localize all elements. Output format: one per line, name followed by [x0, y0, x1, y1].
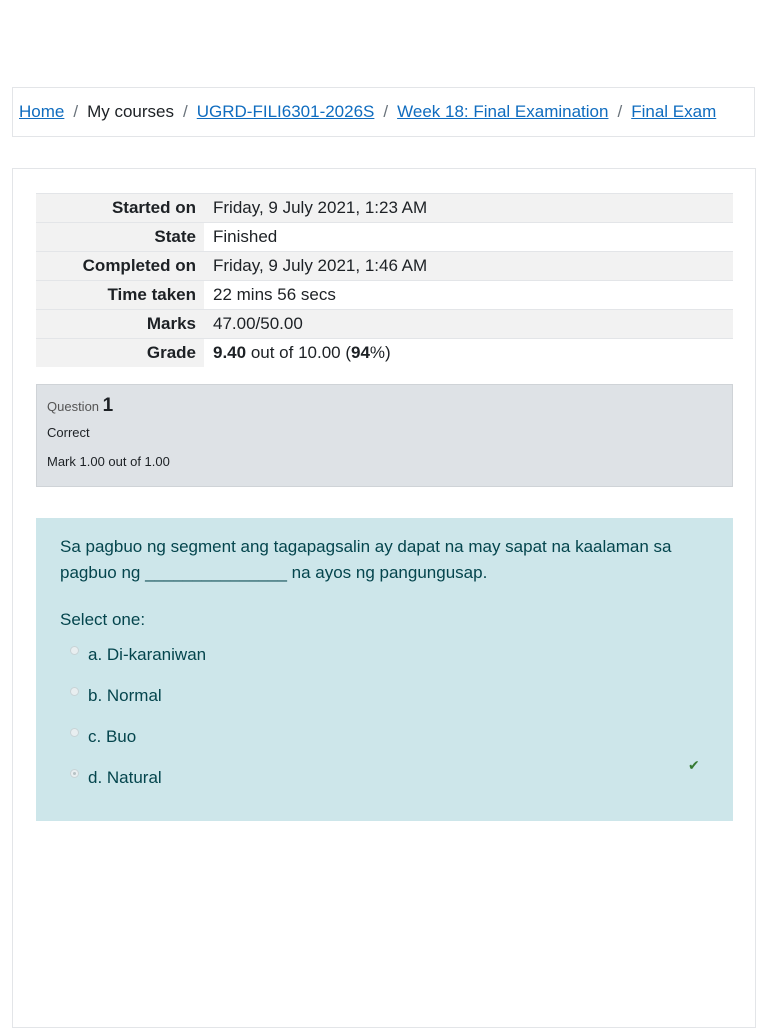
summary-label: Started on [36, 194, 204, 223]
summary-row-grade [36, 339, 733, 368]
question-info-box [36, 384, 733, 487]
select-one-prompt: Select one: [60, 610, 146, 629]
summary-label: Marks [36, 310, 204, 339]
question-number-label: Question [47, 399, 100, 414]
correct-check-icon: ✔ [688, 757, 700, 773]
radio-button-selected[interactable] [70, 769, 79, 778]
breadcrumb [12, 87, 755, 137]
summary-value: Friday, 9 July 2021, 1:23 AM [204, 194, 733, 223]
summary-value: 47.00/50.00 [204, 310, 733, 339]
answer-label: c. Buo [88, 726, 137, 746]
summary-label: Completed on [36, 252, 204, 281]
summary-row-time-taken [36, 281, 733, 310]
breadcrumb-my-courses: My courses [87, 102, 175, 121]
grade-percent: 94 [351, 343, 370, 362]
answer-option-a[interactable] [60, 634, 709, 675]
breadcrumb-week[interactable]: Week 18: Final Examination [397, 102, 609, 121]
grade-value [204, 339, 733, 368]
answer-label: a. Di-karaniwan [88, 644, 207, 664]
grade-score: 9.40 [213, 343, 247, 362]
question-content [36, 518, 733, 821]
breadcrumb-final-exam[interactable]: Final Exam [631, 102, 717, 121]
summary-label: State [36, 223, 204, 252]
attempt-summary-table [36, 193, 733, 367]
quiz-review-panel [12, 168, 756, 1028]
answer-label: d. Natural [88, 767, 162, 787]
summary-row-state [36, 223, 733, 252]
summary-value: Friday, 9 July 2021, 1:46 AM [204, 252, 733, 281]
summary-label: Time taken [36, 281, 204, 310]
question-mark: Mark 1.00 out of 1.00 [47, 454, 170, 469]
radio-button[interactable] [70, 687, 79, 696]
question-state: Correct [47, 425, 90, 440]
grade-suffix: %) [369, 343, 391, 362]
summary-row-marks [36, 310, 733, 339]
answer-label: b. Normal [88, 685, 162, 705]
answer-option-b[interactable] [60, 675, 709, 716]
answer-list [60, 634, 709, 798]
summary-row-completed [36, 252, 733, 281]
breadcrumb-course[interactable]: UGRD-FILI6301-2026S [196, 102, 375, 121]
breadcrumb-home[interactable]: Home [19, 102, 65, 121]
question-number [47, 395, 722, 417]
question-text: Sa pagbuo ng segment ang tagapagsalin ay dapat na may sapat na kaalaman sa pagbuo ng _______________ na ayos ng pangungusap. [60, 537, 672, 582]
breadcrumb-separator: / [383, 102, 389, 121]
breadcrumb-separator: / [617, 102, 623, 121]
breadcrumb-separator: / [73, 102, 79, 121]
answer-option-d[interactable] [60, 757, 709, 798]
answer-option-c[interactable] [60, 716, 709, 757]
grade-out-of: out of 10.00 ( [246, 343, 351, 362]
radio-button[interactable] [70, 646, 79, 655]
summary-label: Grade [36, 339, 204, 368]
summary-value: Finished [204, 223, 733, 252]
summary-value: 22 mins 56 secs [204, 281, 733, 310]
breadcrumb-separator: / [183, 102, 188, 121]
radio-button[interactable] [70, 728, 79, 737]
question-number-value: 1 [102, 395, 114, 416]
summary-row-started [36, 194, 733, 223]
